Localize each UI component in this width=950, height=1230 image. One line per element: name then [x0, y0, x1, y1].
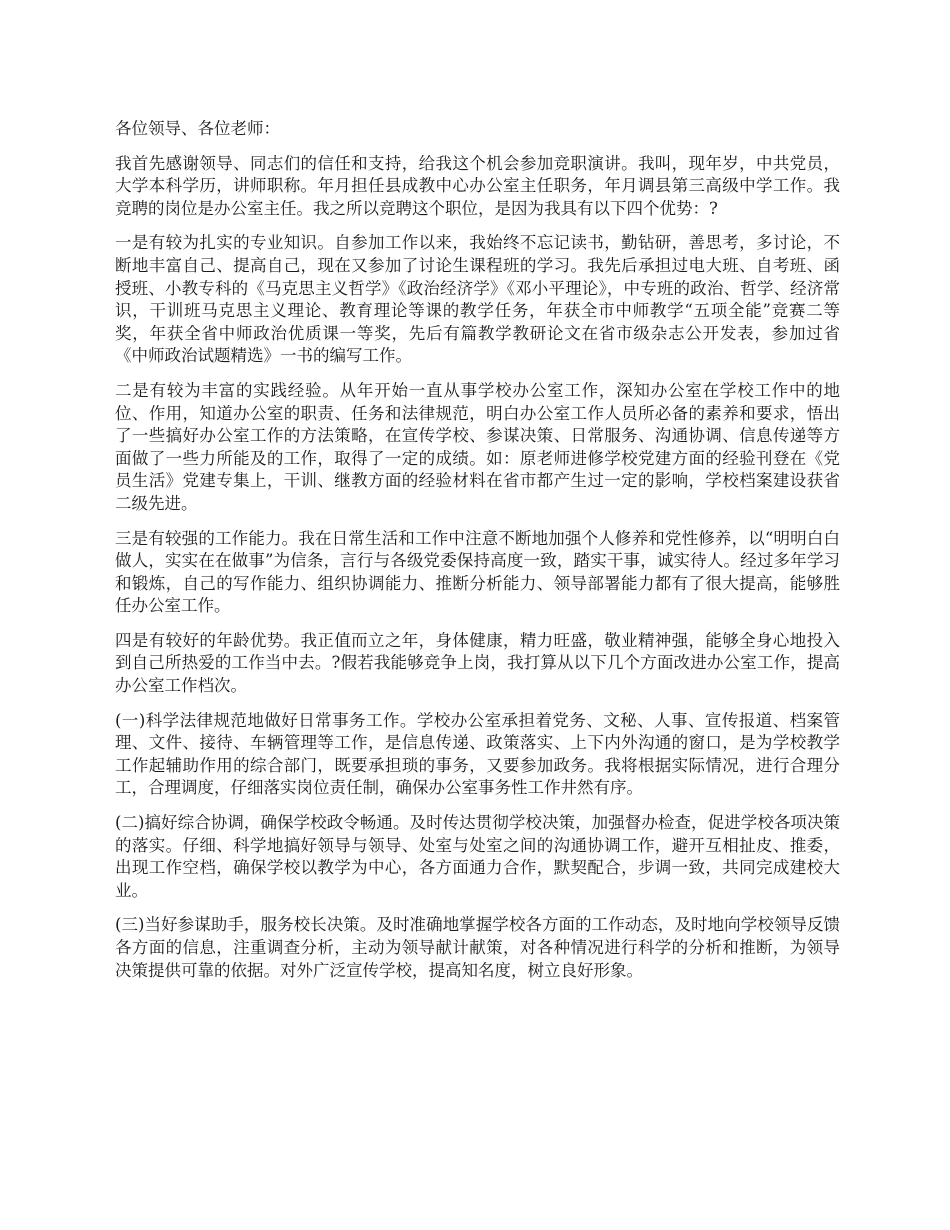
paragraph-plan-1: (一)科学法律规范地做好日常事务工作。学校办公室承担着党务、文秘、人事、宣传报道、档案管理、文件、接待、车辆管理等工作，是信息传递、政策落实、上下内外沟通的窗口，是为学校教学工作起辅助作用的综合部门，既要承担琐的事务，又要参加政务。我将根据实际情况，进行合理分工，合理调度，仔细落实岗位责任制，确保办公室事务性工作井然有序。: [115, 710, 840, 798]
paragraph-advantage-1: 一是有较为扎实的专业知识。自参加工作以来，我始终不忘记读书，勤钻研，善思考，多讨论，不断地丰富自己、提高自己，现在又参加了讨论生课程班的学习。我先后承担过电大班、自考班、函授班、小教专科的《马克思主义哲学》《政治经济学》《邓小平理论》，中专班的政治、哲学、经济常识，干训班马克思主义理论、教育理论等课的教学任务，年获全市中师教学“五项全能”竞赛二等奖，年获全省中师政治优质课一等奖，先后有篇教学教研论文在省市级杂志公开发表，参加过省《中师政治试题精选》一书的编写工作。: [115, 233, 840, 366]
document-page: [115, 118, 840, 994]
salutation: 各位领导、各位老师：: [115, 119, 280, 138]
paragraph-plan-3: (三)当好参谋助手，服务校长决策。及时准确地掌握学校各方面的工作动态，及时地向学校领导反馈各方面的信息，注重调查分析，主动为领导献计献策，对各种情况进行科学的分析和推断，为领导决策提供可靠的依据。对外广泛宣传学校，提高知名度，树立良好形象。: [115, 915, 840, 980]
paragraph-advantage-4: 四是有较好的年龄优势。我正值而立之年，身体健康，精力旺盛，敬业精神强，能够全身心地投入到自己所热爱的工作当中去。?假若我能够竞争上岗，我打算从以下几个方面改进办公室工作，提高办公室工作档次。: [115, 630, 840, 696]
paragraph-intro: 我首先感谢领导、同志们的信任和支持，给我这个机会参加竞职演讲。我叫，现年岁，中共党员，大学本科学历，讲师职称。年月担任县成教中心办公室主任职务，年月调县第三高级中学工作。我竞聘的岗位是办公室主任。我之所以竞聘这个职位，是因为我具有以下四个优势：?: [115, 153, 840, 218]
paragraph-advantage-3: 三是有较强的工作能力。我在日常生活和工作中注意不断地加强个人修养和党性修养，以“明明白白做人，实实在在做事”为信条，言行与各级党委保持高度一致，踏实干事，诚实待人。经过多年学习和锻炼，自己的写作能力、组织协调能力、推断分析能力、领导部署能力都有了很大提高，能够胜任办公室工作。: [115, 528, 840, 616]
paragraph-advantage-2: 二是有较为丰富的实践经验。从年开始一直从事学校办公室工作，深知办公室在学校工作中的地位、作用，知道办公室的职责、任务和法律规范，明白办公室工作人员所必备的素养和要求，悟出了一些搞好办公室工作的方法策略，在宣传学校、参谋决策、日常服务、沟通协调、信息传递等方面做了一些力所能及的工作，取得了一定的成绩。如：原老师进修学校党建方面的经验刊登在《党员生活》党建专集上，干训、继教方面的经验材料在省市都产生过一定的影响，学校档案建设获省二级先进。: [115, 380, 840, 513]
paragraph-plan-2: (二)搞好综合协调，确保学校政令畅通。及时传达贯彻学校决策，加强督办检查，促进学校各项决策的落实。仔细、科学地搞好领导与领导、处室与处室之间的沟通协调工作，避开互相扯皮、推委，出现工作空档，确保学校以教学为中心，各方面通力合作，默契配合，步调一致，共同完成建校大业。: [115, 813, 840, 900]
